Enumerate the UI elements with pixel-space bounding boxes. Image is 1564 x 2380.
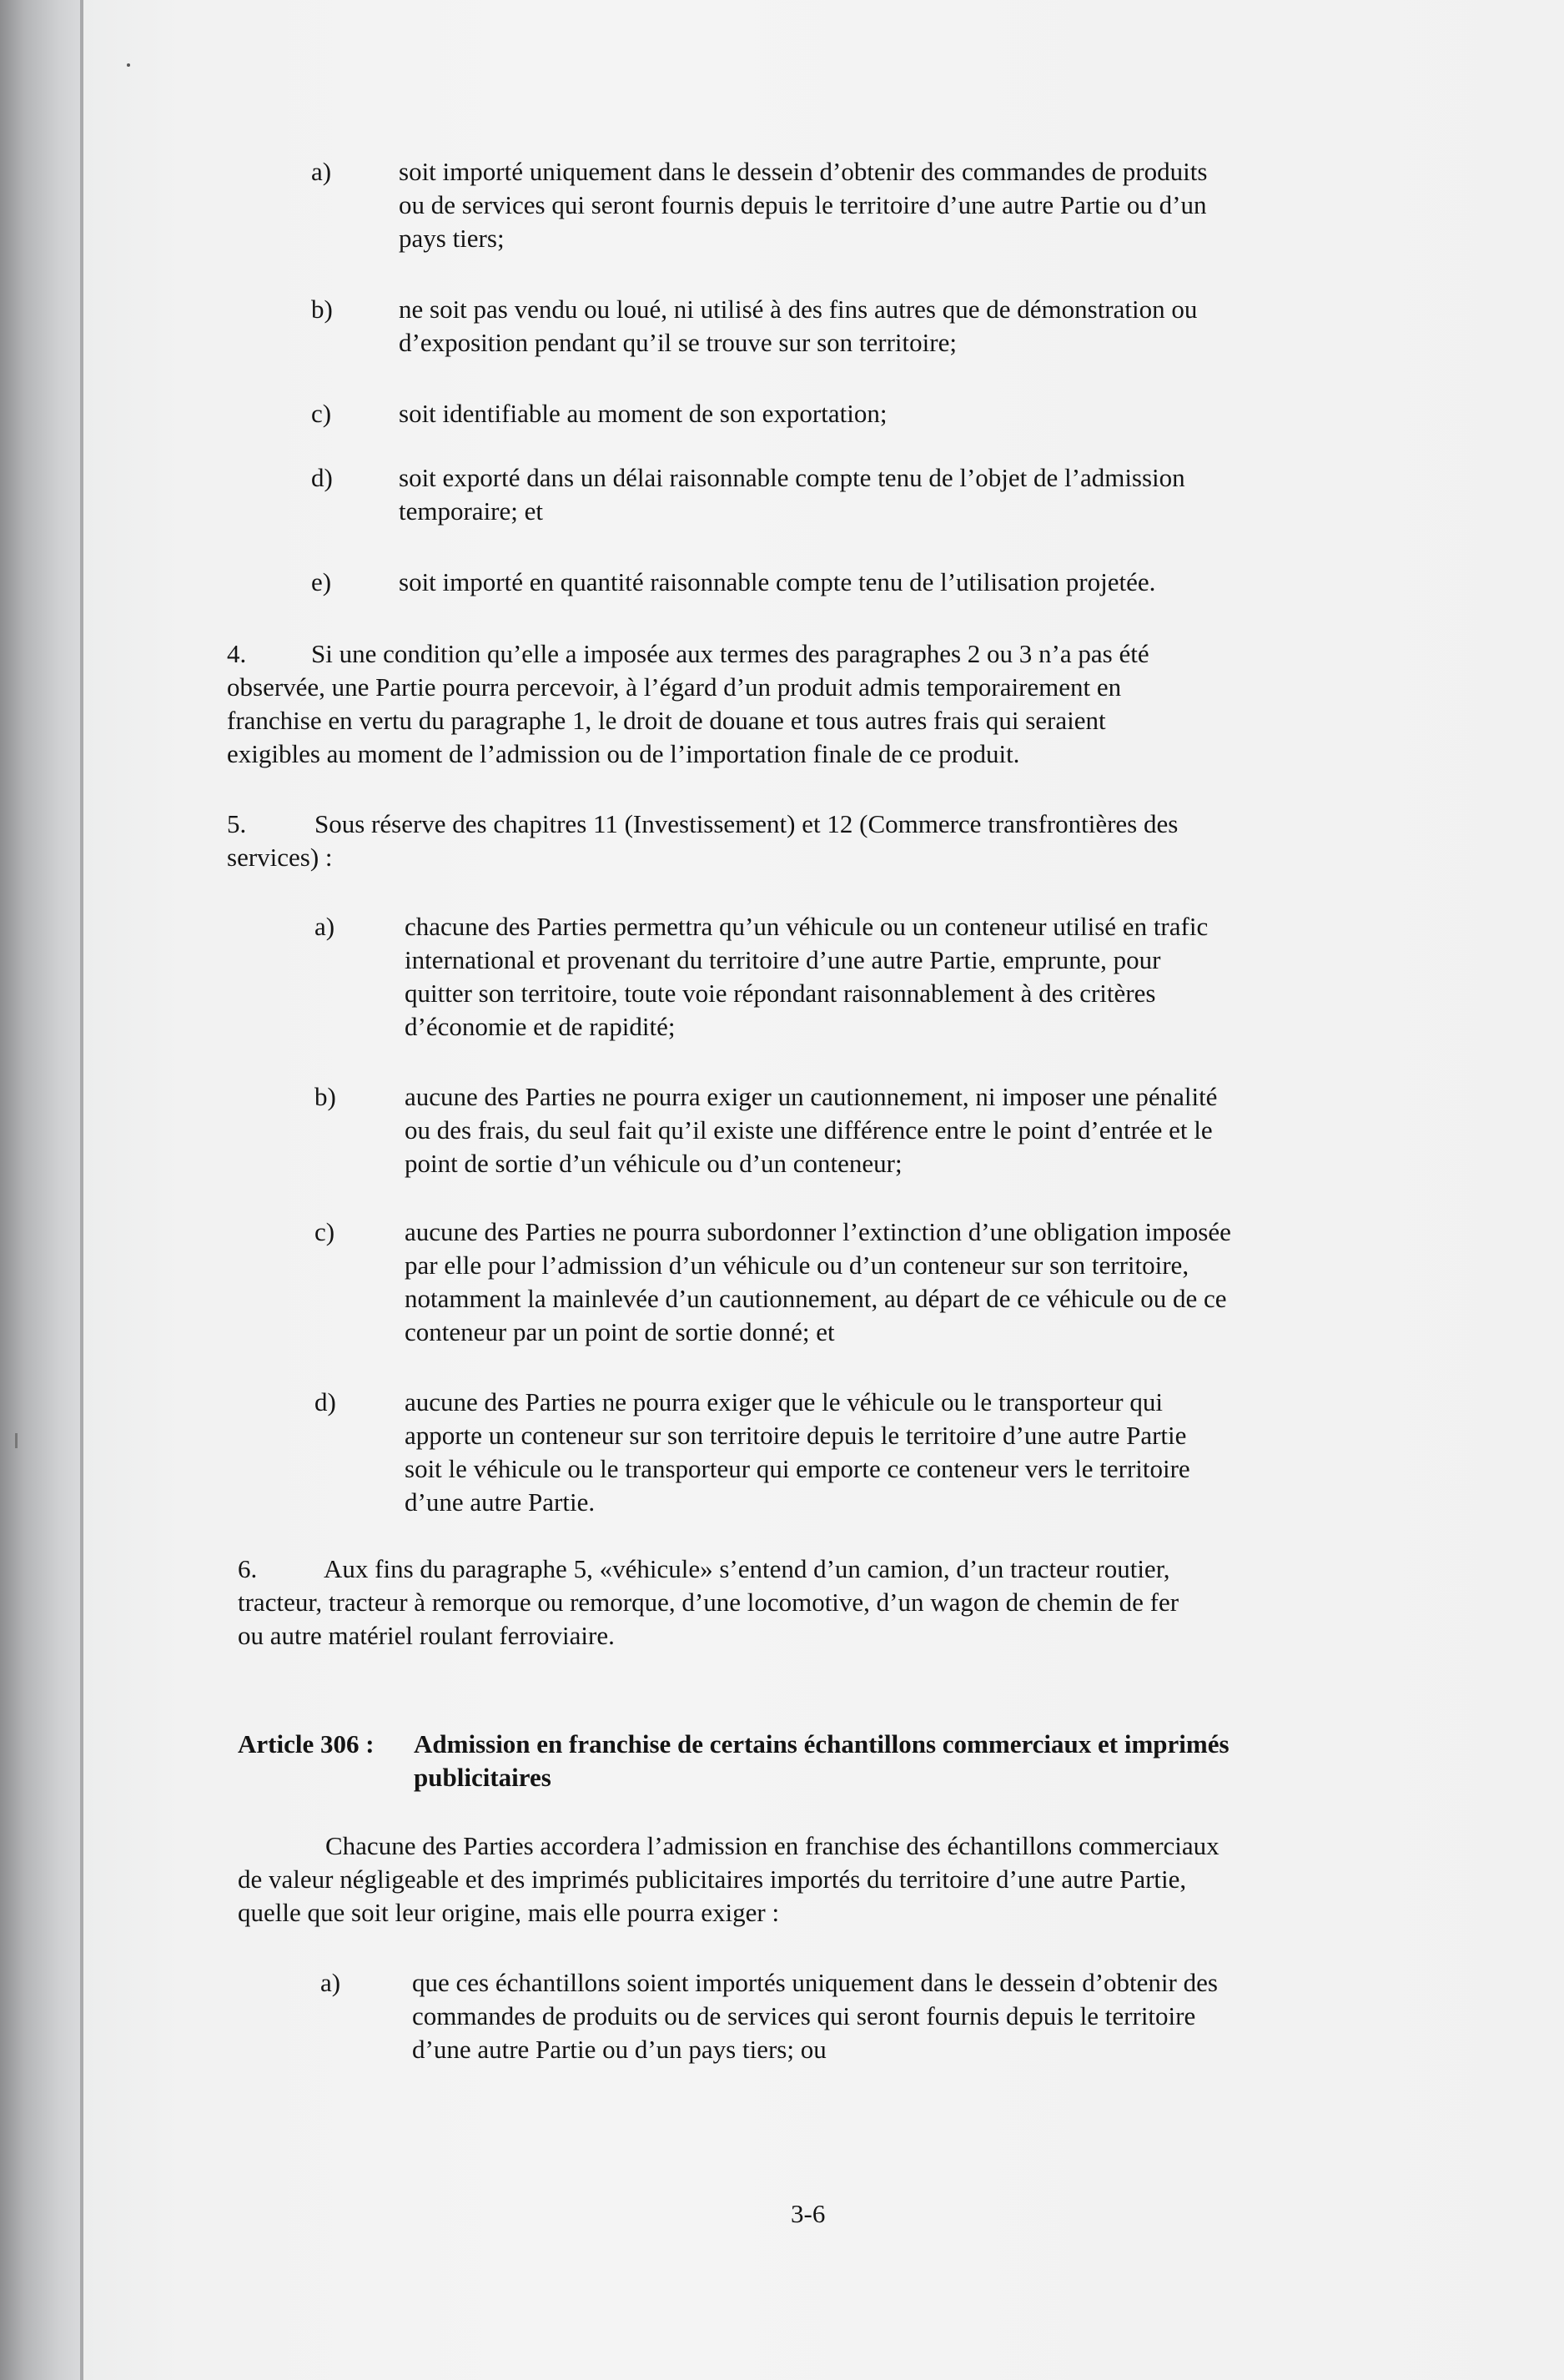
item-line: par elle pour l’admission d’un véhicule ou d’un conteneur sur son territoire, <box>405 1250 1189 1280</box>
paragraph-number: 4. <box>227 639 247 668</box>
paragraph-line: tracteur, tracteur à remorque ou remorque, d’une locomotive, d’un wagon de chemin de fer <box>238 1588 1179 1617</box>
paragraph-line: quelle que soit leur origine, mais elle pourra exiger : <box>238 1898 780 1927</box>
paragraph-line: services) : <box>227 843 333 872</box>
item-label: d) <box>311 463 333 492</box>
item-line: d’une autre Partie ou d’un pays tiers; ou <box>412 2035 827 2064</box>
page-number: 3-6 <box>791 2199 826 2228</box>
paragraph-line: exigibles au moment de l’admission ou de l’importation finale de ce produit. <box>227 739 1020 768</box>
item-line: soit importé en quantité raisonnable compte tenu de l’utilisation projetée. <box>399 567 1156 596</box>
paragraph-line: Sous réserve des chapitres 11 (Investissement) et 12 (Commerce transfrontières des <box>314 809 1179 838</box>
item-line: soit exporté dans un délai raisonnable compte tenu de l’objet de l’admission <box>399 463 1185 492</box>
item-line: d’exposition pendant qu’il se trouve sur son territoire; <box>399 328 957 357</box>
paragraph-line: Aux fins du paragraphe 5, «véhicule» s’entend d’un camion, d’un tracteur routier, <box>324 1554 1170 1583</box>
paragraph-line: franchise en vertu du paragraphe 1, le droit de douane et tous autres frais qui seraient <box>227 706 1106 735</box>
paragraph-line: Si une condition qu’elle a imposée aux termes des paragraphes 2 ou 3 n’a pas été <box>311 639 1149 668</box>
paragraph-line: de valeur négligeable et des imprimés publicitaires importés du territoire d’une autre Partie, <box>238 1864 1187 1894</box>
article-label: Article 306 : <box>238 1729 375 1759</box>
item-line: d’une autre Partie. <box>405 1487 596 1517</box>
item-line: temporaire; et <box>399 496 543 526</box>
item-line: soit importé uniquement dans le dessein d’obtenir des commandes de produits <box>399 157 1208 186</box>
item-label: a) <box>311 157 332 186</box>
item-label: c) <box>314 1217 335 1246</box>
item-line: apporte un conteneur sur son territoire depuis le territoire d’une autre Partie <box>405 1421 1187 1450</box>
item-line: aucune des Parties ne pourra exiger un cautionnement, ni imposer une pénalité <box>405 1082 1218 1111</box>
paragraph-line: observée, une Partie pourra percevoir, à l’égard d’un produit admis temporairement en <box>227 672 1122 702</box>
item-label: e) <box>311 567 332 596</box>
paragraph-number: 6. <box>238 1554 258 1583</box>
item-line: que ces échantillons soient importés uniquement dans le dessein d’obtenir des <box>412 1968 1218 1997</box>
item-line: ou des frais, du seul fait qu’il existe une différence entre le point d’entrée et le <box>405 1115 1213 1145</box>
item-label: a) <box>320 1968 341 1997</box>
article-title-line: publicitaires <box>414 1763 551 1792</box>
item-line: soit identifiable au moment de son exportation; <box>399 399 888 428</box>
item-line: quitter son territoire, toute voie répondant raisonnablement à des critères <box>405 979 1156 1008</box>
item-line: notamment la mainlevée d’un cautionnement, au départ de ce véhicule ou de ce <box>405 1284 1227 1313</box>
paragraph-line: Chacune des Parties accordera l’admission en franchise des échantillons commerciaux <box>325 1831 1220 1860</box>
item-line: international et provenant du territoire d’une autre Partie, emprunte, pour <box>405 945 1161 974</box>
item-label: d) <box>314 1387 336 1416</box>
item-line: ou de services qui seront fournis depuis le territoire d’une autre Partie ou d’un <box>399 190 1207 219</box>
item-line: commandes de produits ou de services qui seront fournis depuis le territoire <box>412 2001 1196 2030</box>
item-line: chacune des Parties permettra qu’un véhicule ou un conteneur utilisé en trafic <box>405 912 1209 941</box>
item-line: pays tiers; <box>399 224 505 253</box>
item-line: aucune des Parties ne pourra subordonner l’extinction d’une obligation imposée <box>405 1217 1231 1246</box>
item-label: b) <box>311 294 333 324</box>
item-label: c) <box>311 399 332 428</box>
paragraph-number: 5. <box>227 809 247 838</box>
item-line: conteneur par un point de sortie donné; et <box>405 1317 835 1346</box>
item-line: soit le véhicule ou le transporteur qui emporte ce conteneur vers le territoire <box>405 1454 1190 1483</box>
item-line: aucune des Parties ne pourra exiger que le véhicule ou le transporteur qui <box>405 1387 1163 1416</box>
item-label: a) <box>314 912 335 941</box>
paragraph-line: ou autre matériel roulant ferroviaire. <box>238 1621 615 1650</box>
article-title-line: Admission en franchise de certains échantillons commerciaux et imprimés <box>414 1729 1230 1759</box>
item-line: ne soit pas vendu ou loué, ni utilisé à des fins autres que de démonstration ou <box>399 294 1198 324</box>
item-line: d’économie et de rapidité; <box>405 1012 676 1041</box>
item-label: b) <box>314 1082 336 1111</box>
item-line: point de sortie d’un véhicule ou d’un conteneur; <box>405 1149 903 1178</box>
